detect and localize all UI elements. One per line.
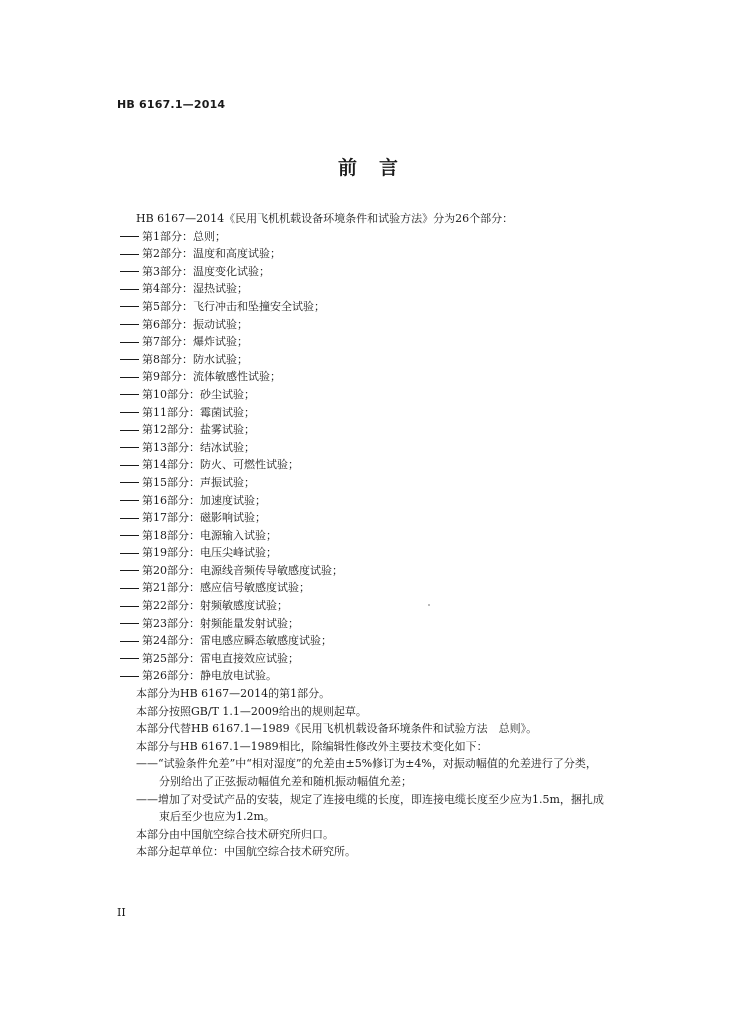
em-dash-mark: [120, 676, 139, 677]
list-item: 第11部分：霉菌试验；: [117, 404, 647, 422]
list-item: 第25部分：雷电直接效应试验；: [117, 650, 647, 668]
list-item: 第6部分：振动试验；: [117, 316, 647, 334]
change-item-1-line-1: ——“试验条件允差”中“相对湿度”的允差由±5%修订为±4%，对振动幅值的允差进行了分类，: [136, 757, 597, 771]
em-dash-mark: [120, 447, 139, 448]
list-item: 第20部分：电源线音频传导敏感度试验；: [117, 562, 647, 580]
changes-list: [117, 755, 647, 825]
list-item: 第23部分：射频能量发射试验；: [117, 615, 647, 633]
em-dash-mark: [120, 324, 139, 325]
em-dash-mark: [120, 588, 139, 589]
em-dash-mark: [120, 430, 139, 431]
statement-replaces: 本部分代替HB 6167.1—1989《民用飞机机载设备环境条件和试验方法 总则》。: [136, 722, 538, 736]
em-dash-mark: [120, 394, 139, 395]
list-item: 第21部分：感应信号敏感度试验；: [117, 579, 647, 597]
list-item: 第22部分：射频敏感度试验；: [117, 597, 647, 615]
list-item: 第26部分：静电放电试验。: [117, 667, 647, 685]
list-item: 第24部分：雷电感应瞬态敏感度试验；: [117, 632, 647, 650]
em-dash-mark: [120, 236, 139, 237]
scan-speck: [428, 604, 430, 606]
em-dash-mark: [120, 623, 139, 624]
em-dash-mark: [120, 500, 139, 501]
list-item: 第4部分：湿热试验；: [117, 280, 647, 298]
list-item: 第13部分：结冰试验；: [117, 439, 647, 457]
statement-drafting-rules: 本部分按照GB/T 1.1—2009给出的规则起草。: [136, 704, 367, 718]
em-dash-mark: [120, 254, 139, 255]
list-item: 第9部分：流体敏感性试验；: [117, 368, 647, 386]
em-dash-mark: [120, 535, 139, 536]
em-dash-mark: [120, 465, 139, 466]
list-item: 第7部分：爆炸试验；: [117, 333, 647, 351]
list-item: 第12部分：盐雾试验；: [117, 421, 647, 439]
parts-list: [117, 228, 647, 685]
em-dash-mark: [120, 342, 139, 343]
em-dash-mark: [120, 271, 139, 272]
list-item: 第5部分：飞行冲击和坠撞安全试验；: [117, 298, 647, 316]
list-item: 第19部分：电压尖峰试验；: [117, 544, 647, 562]
em-dash-mark: [120, 482, 139, 483]
list-item: 第17部分：磁影响试验；: [117, 509, 647, 527]
list-item: 第14部分：防火、可燃性试验；: [117, 456, 647, 474]
em-dash-mark: [120, 412, 139, 413]
em-dash-mark: [120, 553, 139, 554]
em-dash-mark: [120, 306, 139, 307]
em-dash-mark: [120, 518, 139, 519]
em-dash-mark: [120, 606, 139, 607]
list-item: 第18部分：电源输入试验；: [117, 527, 647, 545]
change-item-2-line-2: 束后至少也应为1.2m。: [159, 810, 275, 824]
em-dash-mark: [120, 289, 139, 290]
statement-part-of: 本部分为HB 6167—2014的第1部分。: [136, 687, 331, 701]
em-dash-mark: [120, 359, 139, 360]
em-dash-mark: [120, 641, 139, 642]
change-item-1-line-2: 分别给出了正弦振动幅值允差和随机振动幅值允差；: [159, 775, 412, 788]
list-item: 第1部分：总则；: [117, 228, 647, 246]
list-item: 第8部分：防水试验；: [117, 351, 647, 369]
em-dash-mark: [120, 377, 139, 378]
document-body: [117, 210, 647, 861]
em-dash-mark: [120, 658, 139, 659]
list-item: 第16部分：加速度试验；: [117, 492, 647, 510]
statement-drafting-unit: 本部分起草单位：中国航空综合技术研究所。: [136, 845, 356, 859]
intro-paragraph: HB 6167—2014《民用飞机机载设备环境条件和试验方法》分为26个部分：: [136, 212, 514, 225]
list-item: 第2部分：温度和高度试验；: [117, 245, 647, 263]
em-dash-mark: [120, 570, 139, 571]
list-item: 第15部分：声振试验；: [117, 474, 647, 492]
list-item: 第10部分：砂尘试验；: [117, 386, 647, 404]
page-number: II: [117, 906, 126, 919]
statement-changes-intro: 本部分与HB 6167.1—1989相比，除编辑性修改外主要技术变化如下：: [136, 739, 488, 753]
list-item: 第3部分：温度变化试验；: [117, 263, 647, 281]
change-item-2-line-1: ——增加了对受试产品的安装，规定了连接电缆的长度，即连接电缆长度至少应为1.5m，捆扎成: [136, 792, 604, 806]
document-id: HB 6167.1—2014: [117, 98, 226, 111]
page-title: 前言: [337, 157, 420, 179]
statement-administered-by: 本部分由中国航空综合技术研究所归口。: [136, 827, 334, 841]
